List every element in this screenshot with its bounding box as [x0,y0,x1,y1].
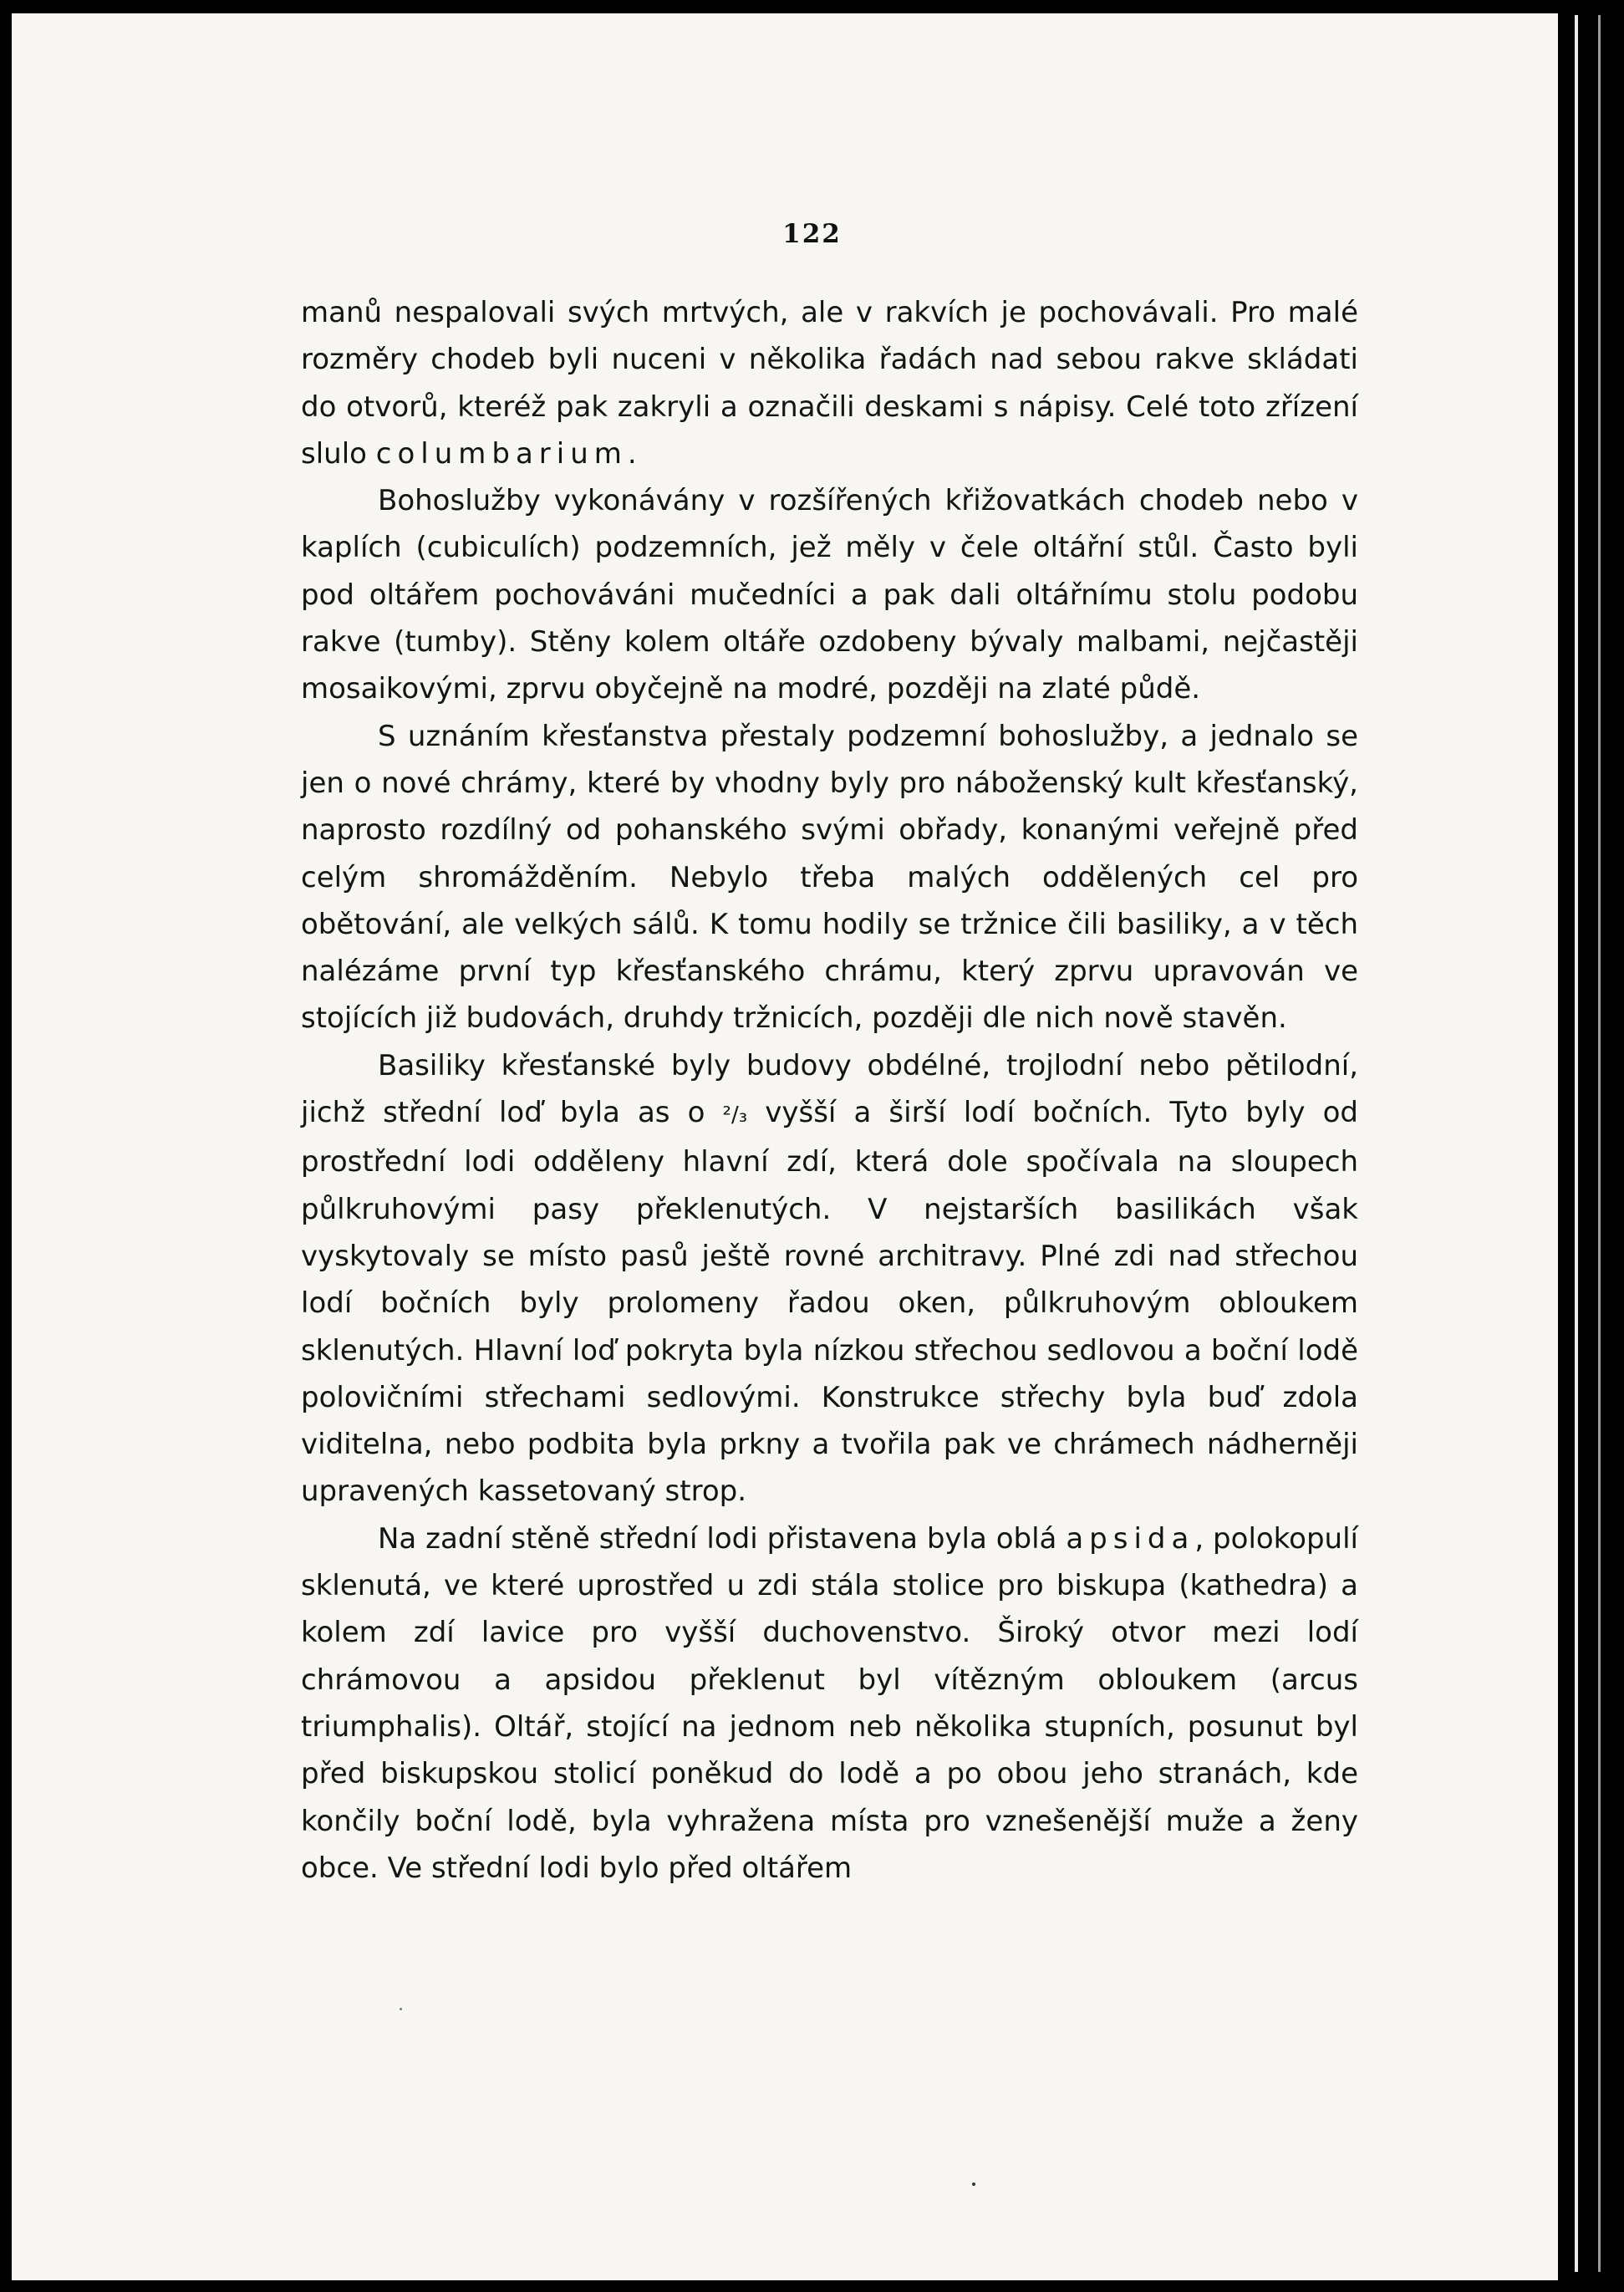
text-run: Basiliky křesťanské byly budovy obdélné, trojlodní nebo pětilodní, jichž střední loď byla as o [301,1048,1358,1130]
text-run: S uznáním křesťanstva přestaly podzemní bohoslužby, a jednalo se jen o nové chrámy, které by vhodny byly pro náboženský kult křesťanský, naprosto rozdílný od pohanského svými obřady, konanými veřejně před celým shromážděním. Nebylo třeba malých oddělených cel pro obětování, ale velkých sálů. K tomu hodily se tržnice čili basiliky, a v těch nalézáme první typ křesťanského chrámu, který zprvu upravován ve stojících již budovách, druhdy tržnicích, později dle nich nově stavěn. [301,719,1358,1036]
page-edge-shadow [1575,15,1578,2272]
body-text [301,289,1358,1892]
text-run: vyšší a širší lodí bočních. Tyto byly od prostřední lodi odděleny hlavní zdí, která dole spočívala na sloupech půlkruhovými pasy překlenutých. V nejstarších basilikách však vyskytovaly se místo pasů ještě rovné architravy. Plné zdi nad střechou lodí bočních byly prolomeny řadou oken, půlkruhovým obloukem sklenutých. Hlavní loď pokryta byla nízkou střechou sedlovou a boční lodě polovičními střechami sedlovými. Konstrukce střechy byla buď zdola viditelna, nebo podbita byla prkny a tvořila pak ve chrámech nádherněji upravených kassetovaný strop. [301,1096,1359,1509]
print-speck [400,2008,402,2010]
emphasized-term-apsida: apsida [1066,1521,1195,1556]
page-edge-line [1598,15,1601,2272]
paragraph-3 [301,713,1358,1042]
text-run: manů nespalovali svých mrtvých, ale v rakvích je pochovávali. Pro malé rozměry chodeb byli nuceni v několika řadách nad sebou rakve skládati do otvorů, kteréž pak zakryli a označili deskami s nápisy. Celé toto zřízení slulo [301,296,1358,471]
emphasized-term-columbarium: columbarium [375,436,628,471]
page-number: 122 [782,219,842,249]
print-speck [972,2182,975,2186]
paragraph-4 [301,1042,1358,1515]
text-run: Na zadní stěně střední lodi přistavena byla oblá [378,1521,1067,1556]
text-run: Bohoslužby vykonávány v rozšířených křižovatkách chodeb nebo v kaplích (cubiculích) podzemních, jež měly v čele oltářní stůl. Často byli pod oltářem pochováváni mučedníci a pak dali oltářnímu stolu podobu rakve (tumby). Stěny kolem oltáře ozdobeny bývaly malbami, nejčastěji mosaikovými, zprvu obyčejně na modré, později na zlaté půdě. [301,484,1358,706]
text-run: . [627,436,637,471]
paragraph-5 [301,1515,1358,1892]
paragraph-1 [301,289,1358,477]
text-run: , polokopulí sklenutá, ve které uprostřed u zdi stála stolice pro biskupa (kathedra) a kolem zdí lavice pro vyšší duchovenstvo. Široký otvor mezi lodí chrámovou a apsidou překlenut byl vítězným obloukem (arcus triumphalis). Oltář, stojící na jednom neb několika stupních, posunut byl před biskupskou stolicí poněkud do lodě a po obou jeho stranách, kde končily boční lodě, byla vyhražena místa pro vznešenější muže a ženy obce. Ve střední lodi bylo před oltářem [301,1521,1358,1885]
fraction-two-thirds: ²/₃ [722,1103,748,1128]
paragraph-2 [301,477,1358,712]
